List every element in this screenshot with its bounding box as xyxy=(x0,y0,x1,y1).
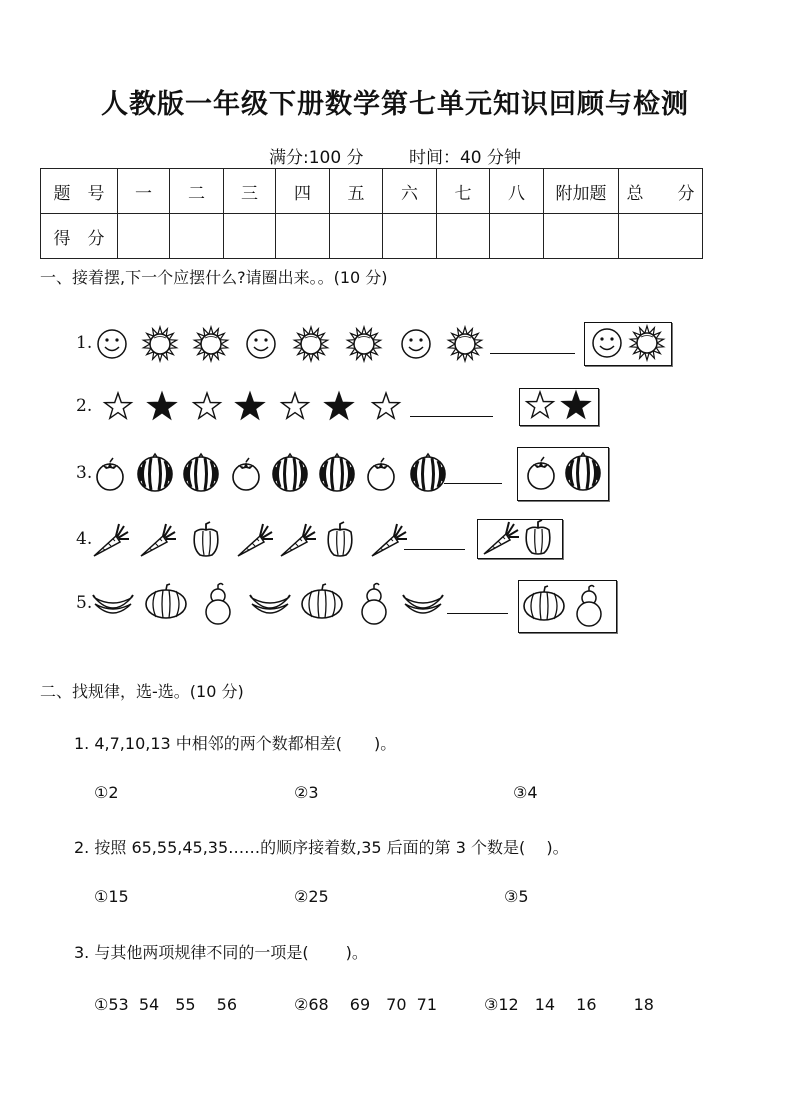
q2-option-1[interactable]: ①15 xyxy=(94,887,129,906)
score-header-cell: 题 号 xyxy=(41,169,118,214)
tomato-icon xyxy=(224,452,268,496)
choice-star-filled-icon[interactable] xyxy=(554,384,598,428)
watermelon-icon xyxy=(315,452,359,496)
score-header-cell: 一 xyxy=(118,169,170,214)
sun-icon xyxy=(189,322,233,366)
score-cell[interactable] xyxy=(276,214,330,259)
pepper-icon xyxy=(318,518,362,562)
score-cell[interactable] xyxy=(437,214,490,259)
choice-sun-icon[interactable] xyxy=(625,321,669,365)
exam-time: 时间：40 分钟 xyxy=(408,148,522,168)
score-header-cell: 八 xyxy=(490,169,544,214)
q3-option-2[interactable]: ②68 69 70 71 xyxy=(294,995,438,1014)
score-table-header-row xyxy=(41,169,703,214)
tomato-icon xyxy=(359,452,403,496)
score-row-label: 得 分 xyxy=(41,214,118,259)
q1-option-3[interactable]: ③4 xyxy=(513,783,538,802)
carrot-icon xyxy=(275,518,319,562)
score-header-cell: 七 xyxy=(437,169,490,214)
pepper-icon xyxy=(184,518,228,562)
sun-icon xyxy=(289,322,333,366)
answer-blank-line[interactable] xyxy=(447,613,508,614)
pattern-row-label: 2. xyxy=(76,396,93,416)
score-cell[interactable] xyxy=(619,214,703,259)
pumpkin-icon xyxy=(300,582,344,626)
answer-blank-line[interactable] xyxy=(410,416,493,417)
choice-watermelon-icon[interactable] xyxy=(561,451,605,495)
section2-heading: 二、找规律，选-选。(10 分) xyxy=(40,682,244,701)
banana-icon xyxy=(248,582,292,626)
pattern-row-label: 4. xyxy=(76,529,93,549)
star-filled-icon xyxy=(140,385,184,429)
full-score: 满分:100 分 xyxy=(268,148,364,168)
banana-icon xyxy=(91,582,135,626)
star-filled-icon xyxy=(228,385,272,429)
score-cell[interactable] xyxy=(170,214,224,259)
star-outline-icon xyxy=(273,385,317,429)
sun-icon xyxy=(342,322,386,366)
score-header-cell: 五 xyxy=(330,169,383,214)
choice-pepper-icon[interactable] xyxy=(516,516,560,560)
q2-option-2[interactable]: ②25 xyxy=(294,887,329,906)
page-title: 人教版一年级下册数学第七单元知识回顾与检测 xyxy=(101,89,689,120)
question-1: 1. 4,7,10,13 中相邻的两个数都相差( )。 xyxy=(74,734,397,753)
score-cell[interactable] xyxy=(330,214,383,259)
carrot-icon xyxy=(88,518,132,562)
carrot-icon xyxy=(366,518,410,562)
section1-heading: 一、接着摆,下一个应摆什么?请圈出来。。(10 分) xyxy=(40,268,388,287)
star-outline-icon xyxy=(96,385,140,429)
answer-blank-line[interactable] xyxy=(444,483,502,484)
q3-option-1[interactable]: ①53 54 55 56 xyxy=(94,995,238,1014)
exam-meta xyxy=(0,143,790,168)
question-3: 3. 与其他两项规律不同的一项是( )。 xyxy=(74,943,368,962)
watermelon-icon xyxy=(133,452,177,496)
smiley-icon xyxy=(394,322,438,366)
q2-option-3[interactable]: ③5 xyxy=(504,887,529,906)
star-outline-icon xyxy=(364,385,408,429)
question-2: 2. 按照 65,55,45,35……的顺序接着数,35 后面的第 3 个数是( )。 xyxy=(74,838,569,857)
score-table xyxy=(40,168,703,259)
pumpkin-icon xyxy=(144,582,188,626)
star-filled-icon xyxy=(317,385,361,429)
pattern-row-label: 3. xyxy=(76,463,93,483)
score-header-cell: 四 xyxy=(276,169,330,214)
answer-blank-line[interactable] xyxy=(404,549,465,550)
score-header-cell: 三 xyxy=(224,169,276,214)
watermelon-icon xyxy=(406,452,450,496)
score-cell[interactable] xyxy=(118,214,170,259)
answer-blank-line[interactable] xyxy=(490,353,575,354)
choice-carrot-icon[interactable] xyxy=(478,516,522,560)
gourd-icon xyxy=(352,582,396,626)
score-header-cell: 附加题 xyxy=(544,169,619,214)
score-cell[interactable] xyxy=(383,214,437,259)
score-cell[interactable] xyxy=(224,214,276,259)
tomato-icon xyxy=(88,452,132,496)
carrot-icon xyxy=(135,518,179,562)
sun-icon xyxy=(138,322,182,366)
score-header-cell: 六 xyxy=(383,169,437,214)
watermelon-icon xyxy=(179,452,223,496)
choice-gourd-icon[interactable] xyxy=(567,584,611,628)
q1-option-1[interactable]: ①2 xyxy=(94,783,119,802)
carrot-icon xyxy=(232,518,276,562)
choice-tomato-icon[interactable] xyxy=(519,451,563,495)
star-outline-icon xyxy=(185,385,229,429)
pattern-row-label: 5. xyxy=(76,593,93,613)
watermelon-icon xyxy=(268,452,312,496)
sun-icon xyxy=(443,322,487,366)
score-header-cell: 二 xyxy=(170,169,224,214)
smiley-icon xyxy=(90,322,134,366)
score-header-cell: 总 分 xyxy=(619,169,703,214)
gourd-icon xyxy=(196,582,240,626)
banana-icon xyxy=(401,582,445,626)
score-table-score-row xyxy=(41,214,703,259)
q1-option-2[interactable]: ②3 xyxy=(294,783,319,802)
pattern-row-label: 1. xyxy=(76,333,93,353)
score-cell[interactable] xyxy=(544,214,619,259)
choice-smiley-icon[interactable] xyxy=(585,321,629,365)
smiley-icon xyxy=(239,322,283,366)
choice-pumpkin-icon[interactable] xyxy=(522,584,566,628)
q3-option-3[interactable]: ③12 14 16 18 xyxy=(484,995,654,1014)
score-cell[interactable] xyxy=(490,214,544,259)
